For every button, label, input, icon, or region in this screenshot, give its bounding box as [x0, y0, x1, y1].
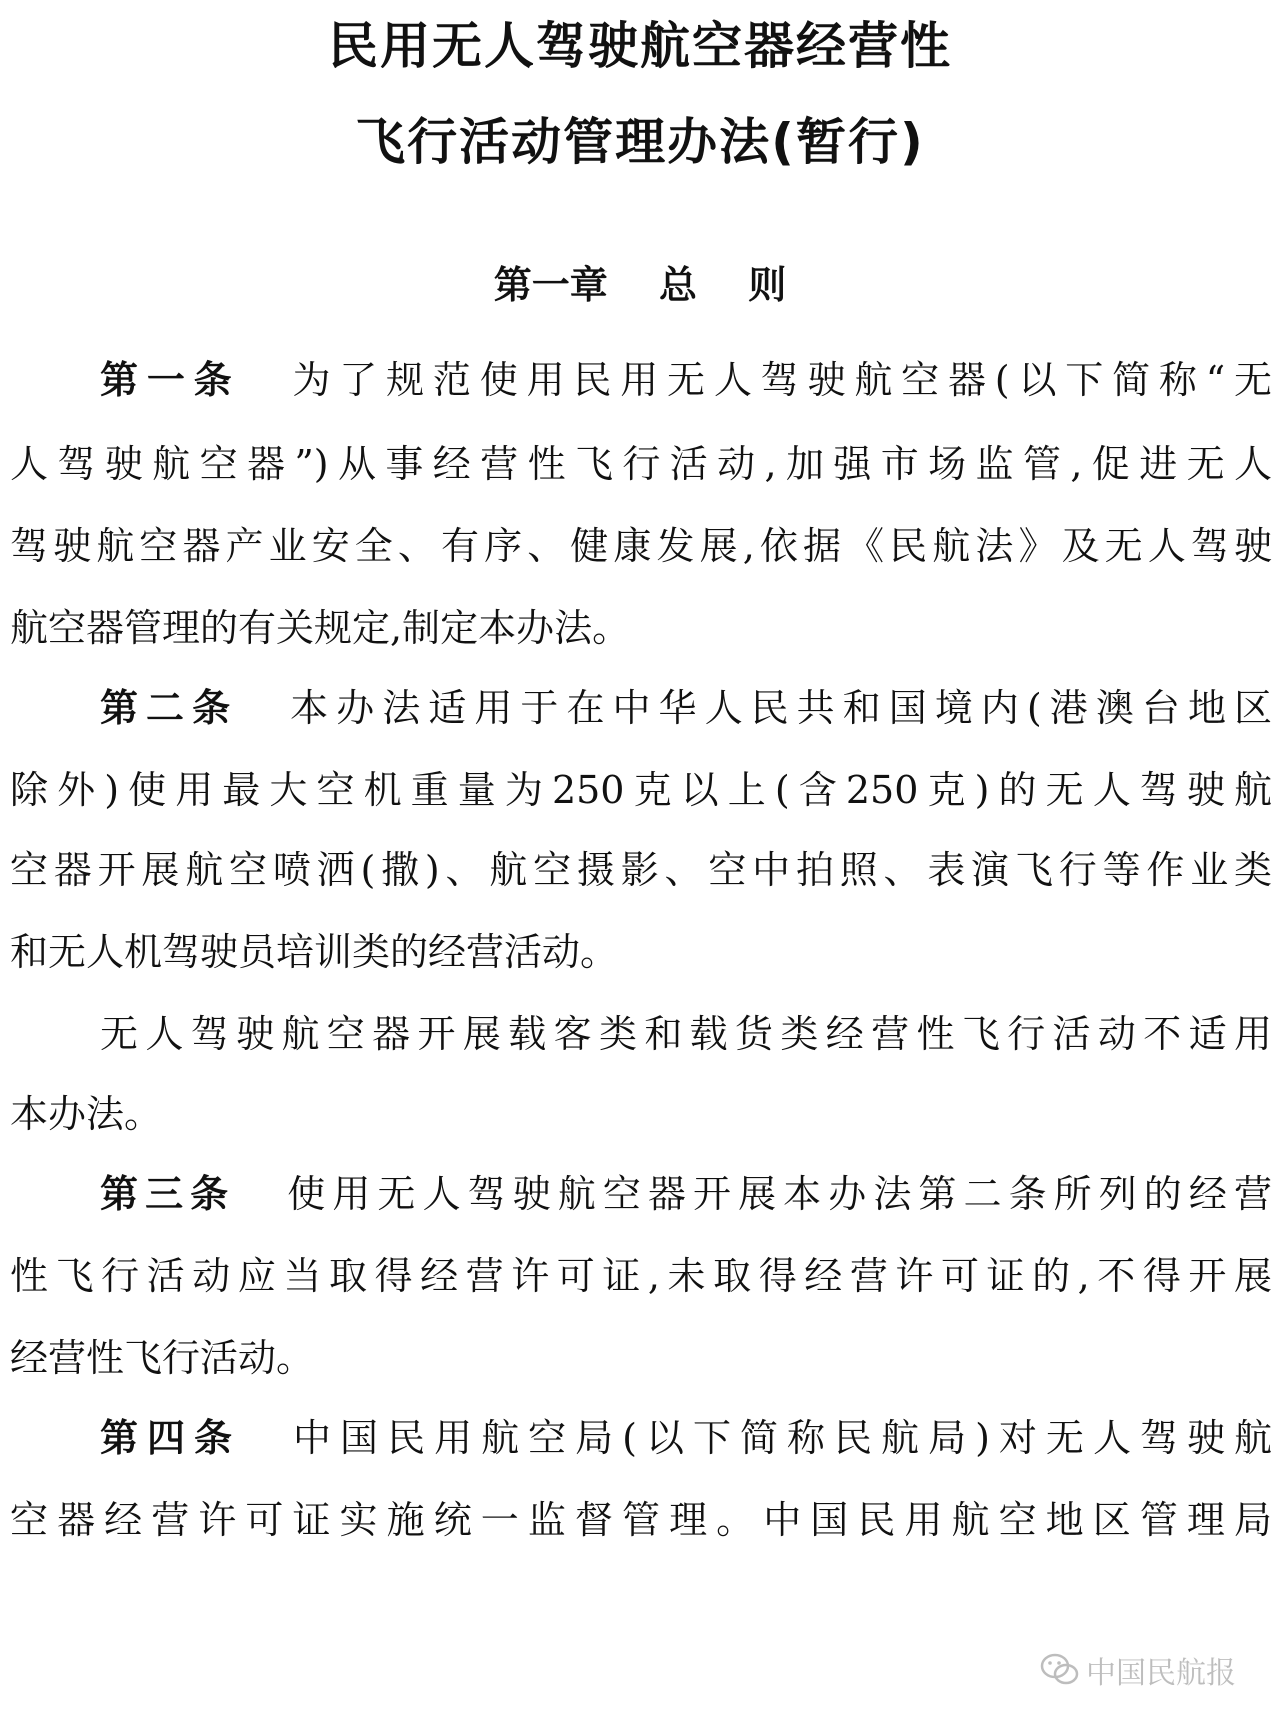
article-3-line-1 — [100, 1170, 1272, 1218]
document-title-line-2: 飞行活动管理办法(暂行) — [355, 113, 925, 171]
document-title-line-1: 民用无人驾驶航空器经营性 — [328, 17, 952, 75]
article-2-line-3: 空器开展航空喷洒(撒)、航空摄影、空中拍照、表演飞行等作业类 — [10, 848, 1272, 892]
article-3-line-2: 性飞行活动应当取得经营许可证,未取得经营许可证的,不得开展 — [10, 1254, 1272, 1298]
watermark — [1040, 1645, 1272, 1695]
article-1-line-1 — [100, 356, 1272, 404]
watermark-text: 中国民航报 — [1086, 1656, 1236, 1691]
article-3-label: 第三条 — [100, 1172, 236, 1216]
article-1-line-4: 航空器管理的有关规定,制定本办法。 — [10, 606, 631, 650]
article-4-line-2: 空器经营许可证实施统一监督管理。中国民用航空地区管理局 — [10, 1498, 1272, 1542]
article-4-text-1: 中国民用航空局(以下简称民航局)对无人驾驶航 — [293, 1416, 1272, 1460]
article-1-line-3: 驾驶航空器产业安全、有序、健康发展,依据《民航法》及无人驾驶 — [10, 524, 1272, 568]
article-2-line-1 — [100, 684, 1272, 732]
article-1-text-1: 为了规范使用民用无人驾驶航空器(以下简称“无 — [292, 358, 1272, 402]
article-3-text-1: 使用无人驾驶航空器开展本办法第二条所列的经营 — [287, 1172, 1272, 1216]
chapter-heading: 第一章 总 则 — [493, 263, 787, 307]
article-4-line-1 — [100, 1414, 1272, 1462]
article-2-para-2-line-1: 无人驾驶航空器开展载客类和载货类经营性飞行活动不适用 — [100, 1012, 1272, 1056]
article-2-label: 第二条 — [100, 686, 239, 730]
article-1-line-2: 人驾驶航空器”)从事经营性飞行活动,加强市场监管,促进无人 — [10, 442, 1272, 486]
article-2-line-4: 和无人机驾驶员培训类的经营活动。 — [10, 930, 619, 974]
article-2-text-1: 本办法适用于在中华人民共和国境内(港澳台地区 — [290, 686, 1272, 730]
wechat-icon — [1040, 1652, 1080, 1688]
article-3-line-3: 经营性飞行活动。 — [10, 1336, 315, 1380]
article-1-label: 第一条 — [100, 358, 241, 402]
article-2-line-2: 除外)使用最大空机重量为250克以上(含250克)的无人驾驶航 — [10, 768, 1272, 812]
article-4-label: 第四条 — [100, 1416, 242, 1460]
article-2-para-2-line-2: 本办法。 — [10, 1092, 163, 1136]
